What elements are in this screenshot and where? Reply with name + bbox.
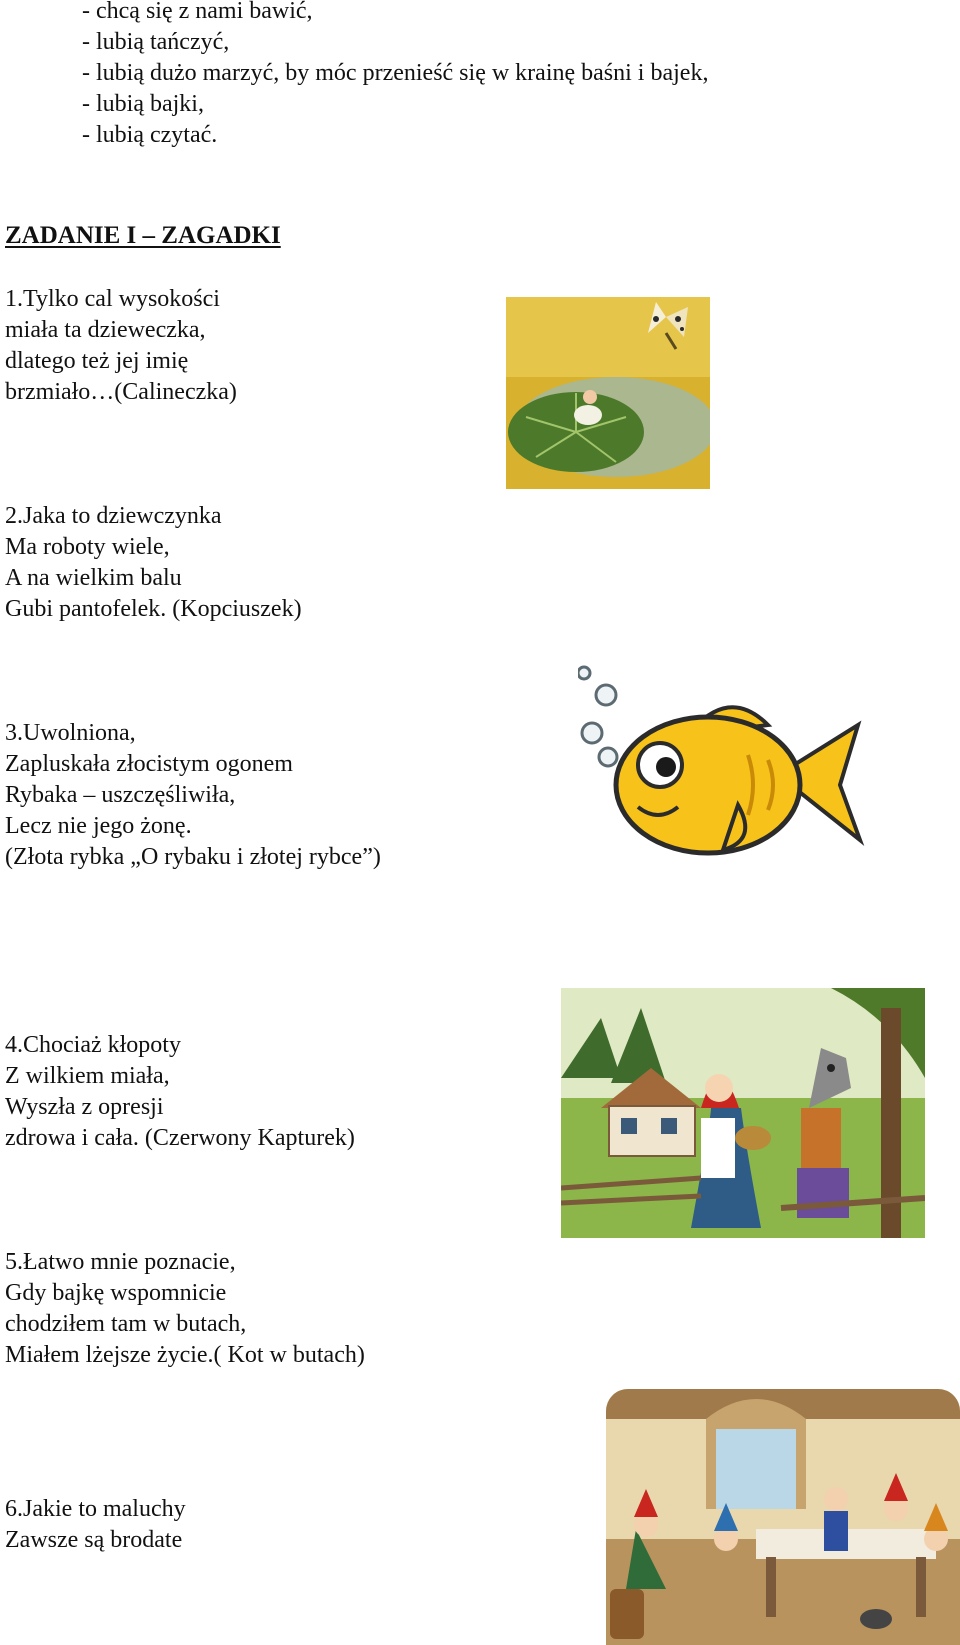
- riddle-5: [5, 1247, 365, 1371]
- riddle-1: [5, 284, 237, 408]
- task-heading: ZADANIE I – ZAGADKI: [5, 222, 281, 249]
- riddle-3: [5, 718, 381, 873]
- riddle-line: Gdy bajkę wspomnicie: [5, 1280, 227, 1306]
- riddle-line: A na wielkim balu: [5, 565, 182, 591]
- riddle-line: chodziłem tam w butach,: [5, 1311, 247, 1337]
- riddle-line: Rybaka – uszczęśliwiła,: [5, 782, 236, 808]
- riddle-6: [5, 1494, 186, 1556]
- riddle-line: 5.Łatwo mnie poznacie,: [5, 1249, 236, 1275]
- riddle-line: 4.Chociaż kłopoty: [5, 1032, 181, 1058]
- intro-line: - lubią tańczyć,: [82, 29, 230, 55]
- riddle-2: [5, 501, 302, 625]
- riddle-line: miała ta dzieweczka,: [5, 317, 206, 343]
- riddle-line: Z wilkiem miała,: [5, 1063, 170, 1089]
- intro-line: - lubią czytać.: [82, 122, 218, 148]
- riddle-line: 3.Uwolniona,: [5, 720, 136, 746]
- riddle-line: brzmiało…(Calineczka): [5, 379, 237, 405]
- riddle-4: [5, 1030, 355, 1154]
- intro-line: - lubią dużo marzyć, by móc przenieść się w krainę baśni i bajek,: [82, 60, 709, 86]
- riddle-line: Zawsze są brodate: [5, 1527, 183, 1553]
- golden-fish-illustration: [578, 665, 868, 885]
- riddle-line: Zapluskała złocistym ogonem: [5, 751, 293, 777]
- intro-line: - lubią bajki,: [82, 91, 204, 117]
- red-riding-hood-illustration: [561, 988, 925, 1238]
- intro-line: - chcą się z nami bawić,: [82, 0, 313, 24]
- riddle-line: (Złota rybka „O rybaku i złotej rybce”): [5, 844, 381, 870]
- riddle-line: Wyszła z opresji: [5, 1094, 164, 1120]
- riddle-line: Ma roboty wiele,: [5, 534, 170, 560]
- riddle-line: 6.Jakie to maluchy: [5, 1496, 186, 1522]
- riddle-line: zdrowa i cała. (Czerwony Kapturek): [5, 1125, 355, 1151]
- riddle-line: 1.Tylko cal wysokości: [5, 286, 220, 312]
- riddle-line: dlatego też jej imię: [5, 348, 189, 374]
- thumbelina-illustration: [506, 297, 710, 489]
- riddle-line: Miałem lżejsze życie.( Kot w butach): [5, 1342, 365, 1368]
- riddle-line: 2.Jaka to dziewczynka: [5, 503, 222, 529]
- riddle-line: Lecz nie jego żonę.: [5, 813, 192, 839]
- snow-white-dwarfs-illustration: [606, 1389, 960, 1645]
- riddle-line: Gubi pantofelek. (Kopciuszek): [5, 596, 302, 622]
- intro-list: [82, 0, 708, 151]
